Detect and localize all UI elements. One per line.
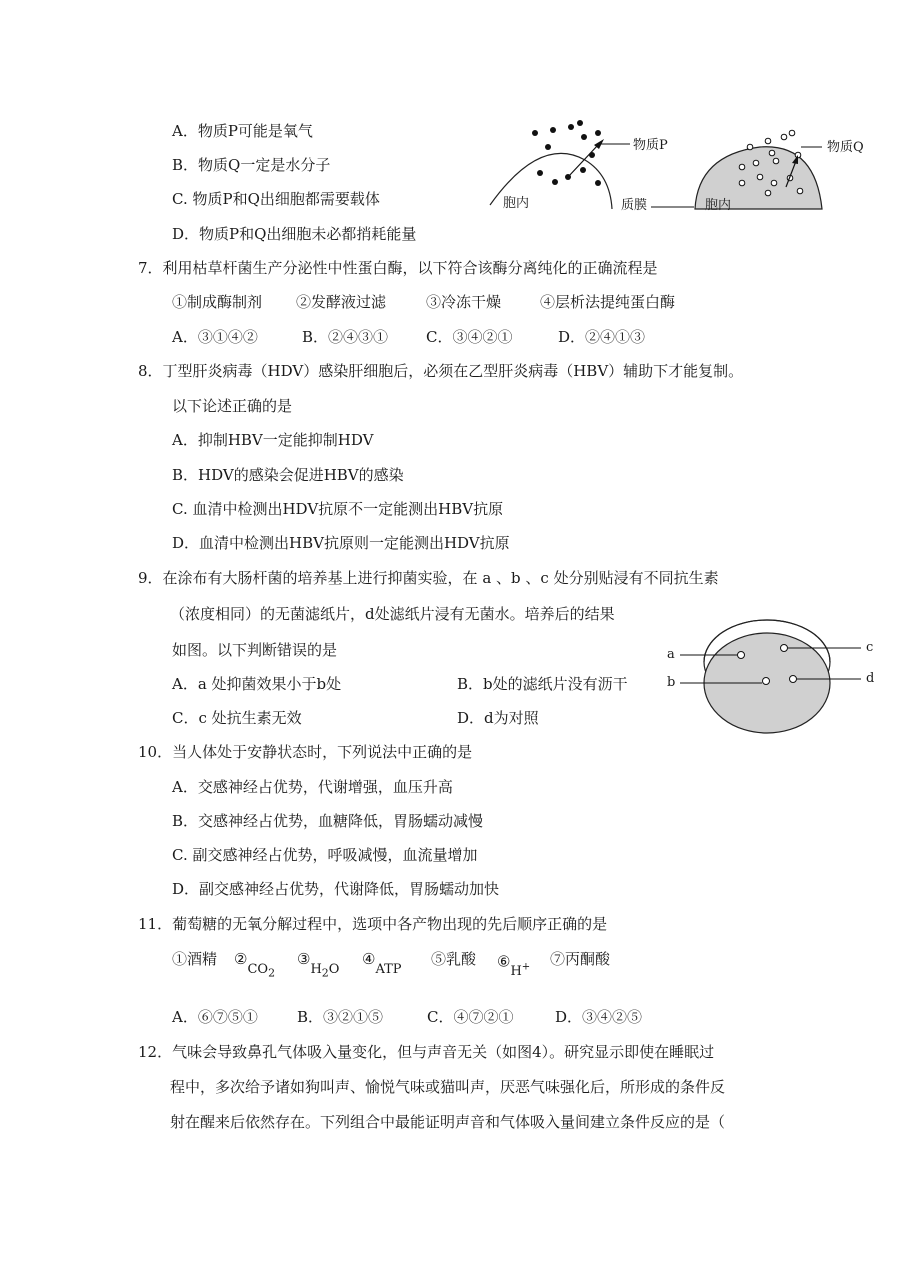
q8-option-b: B．HDV的感染会促进HBV的感染 [172, 466, 404, 484]
q7-option-b: B．②④③① [302, 328, 389, 346]
disc-d [790, 676, 797, 683]
q7-option-a: A．③①④② [172, 328, 258, 346]
q10-option-b: B．交感神经占优势，血糖降低，胃肠蠕动减慢 [172, 812, 484, 830]
q11-item-5: ⑤乳酸 [431, 950, 477, 968]
q11-item-2-num: ② [234, 950, 248, 968]
q8-option-c: C. 血清中检测出HDV抗原不一定能测出HBV抗原 [172, 500, 504, 518]
q11-item-3 [297, 949, 340, 980]
q11-item-1: ①酒精 [172, 950, 218, 968]
q7-step-3: ③冷冻干燥 [426, 293, 502, 311]
q11-option-b: B．③②①⑤ [297, 1008, 384, 1026]
q10-option-d: D．副交感神经占优势，代谢降低，胃肠蠕动加快 [172, 880, 500, 898]
label-left-inside: 胞内 [503, 196, 530, 211]
dish-label-c: c [866, 640, 874, 655]
q9-stem-continued: （浓度相同）的无菌滤纸片，d处滤纸片浸有无菌水。培养后的结果 [170, 605, 615, 623]
q7-option-d: D．②④①③ [558, 328, 646, 346]
q8-stem-continued: 以下论述正确的是 [172, 397, 293, 415]
q11-stem: 11．葡萄糖的无氧分解过程中，选项中各产物出现的先后顺序正确的是 [138, 915, 608, 933]
dish-label-d: d [866, 671, 875, 686]
q9-option-c: C．c 处抗生素无效 [172, 709, 302, 727]
q7-option-c: C．③④②① [426, 328, 513, 346]
q11-item-4-num: ④ [362, 950, 376, 968]
q11-item-3-num: ③ [297, 950, 311, 968]
q11-item-6-num: ⑥ [497, 952, 511, 971]
q12-line-3: 射在醒来后依然存在。下列组合中最能证明声音和气体吸入量间建立条件反应的是（ [170, 1113, 726, 1131]
disc-a [738, 652, 745, 659]
q7-stem: 7．利用枯草杆菌生产分泌性中性蛋白酶，以下符合该酶分离纯化的正确流程是 [138, 259, 658, 277]
q7-step-1: ①制成酶制剂 [172, 293, 263, 311]
q11-item-7: ⑦丙酮酸 [550, 950, 611, 968]
label-right-inside: 胞内 [705, 198, 732, 213]
q6-option-c: C. 物质P和Q出细胞都需要载体 [172, 190, 380, 208]
q7-step-4: ④层析法提纯蛋白酶 [540, 293, 676, 311]
q11-item-4-chem: ATP [375, 962, 402, 977]
label-substance-q: 物质Q [827, 140, 864, 155]
q11-item-2 [234, 949, 276, 980]
q11-item-4 [362, 949, 402, 977]
q10-option-a: A．交感神经占优势，代谢增强，血压升高 [172, 778, 453, 796]
q6-option-a: A．物质P可能是氧气 [172, 122, 313, 140]
q11-item-3-chem: $H_2O$ [310, 962, 340, 980]
disc-b [763, 678, 770, 685]
q9-option-a: A．a 处抑菌效果小于b处 [172, 675, 342, 693]
dish-label-b: b [667, 675, 676, 690]
q9-stem-continued-2: 如图。以下判断错误的是 [172, 641, 338, 659]
q6-membrane-figure [480, 115, 880, 220]
q11-option-a: A．⑥⑦⑤① [172, 1008, 258, 1026]
q8-stem: 8．丁型肝炎病毒（HDV）感染肝细胞后，必须在乙型肝炎病毒（HBV）辅助下才能复制。 [138, 362, 744, 380]
q12-line-1: 12．气味会导致鼻孔气体吸入量变化，但与声音无关（如图4）。研究显示即使在睡眠过 [138, 1043, 715, 1061]
q6-option-b: B．物质Q一定是水分子 [172, 156, 331, 174]
q9-option-d: D．d为对照 [457, 709, 539, 727]
disc-c [781, 645, 788, 652]
q8-option-a: A．抑制HBV一定能抑制HDV [172, 431, 374, 449]
q7-step-2: ②发酵液过滤 [296, 293, 387, 311]
q9-option-b: B．b处的滤纸片没有沥干 [457, 675, 628, 693]
q11-option-c: C．④⑦②① [427, 1008, 514, 1026]
q11-item-6-chem: H+ [510, 962, 531, 980]
label-substance-p: 物质P [633, 138, 668, 153]
q9-stem: 9．在涂布有大肠杆菌的培养基上进行抑菌实验，在 a 、b 、c 处分别贴浸有不同抗生素 [138, 569, 719, 587]
label-membrane: 质膜 [621, 198, 648, 213]
q6-option-d: D．物质P和Q出细胞未必都捎耗能量 [172, 225, 417, 243]
q11-item-2-chem: $CO_2$ [247, 962, 276, 980]
q11-option-d: D．③④②⑤ [555, 1008, 643, 1026]
q11-item-6 [497, 949, 531, 980]
q8-option-d: D．血清中检测出HBV抗原则一定能测出HDV抗原 [172, 534, 510, 552]
dish-label-a: a [667, 647, 675, 662]
q10-option-c: C. 副交感神经占优势，呼吸减慢，血流量增加 [172, 846, 478, 864]
q12-line-2: 程中，多次给予诸如狗叫声、愉悦气味或猫叫声，厌恶气味强化后，所形成的条件反 [170, 1078, 726, 1096]
q9-petri-dish-figure [665, 610, 890, 745]
q10-stem: 10．当人体处于安静状态时，下列说法中正确的是 [138, 743, 473, 761]
